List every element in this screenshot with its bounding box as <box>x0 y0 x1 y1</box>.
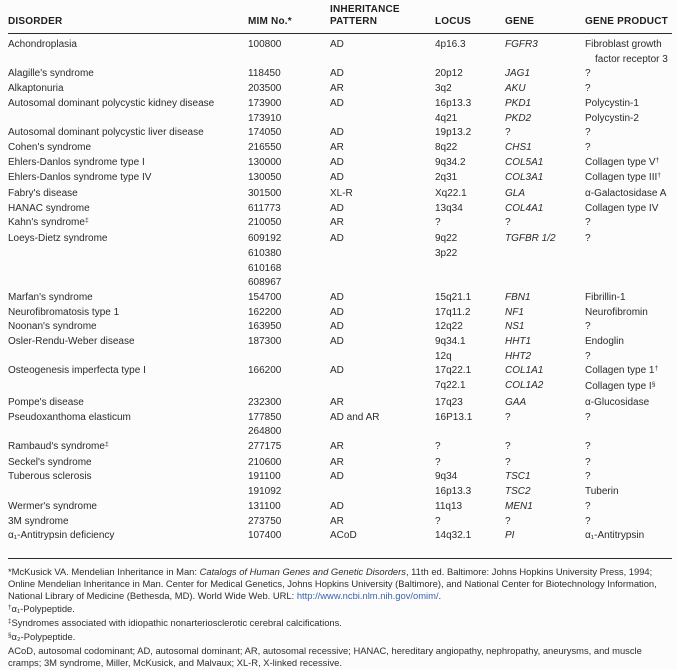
cell-locus: 20p12 <box>435 68 463 80</box>
cell-gene-product: ? <box>585 217 591 229</box>
footnote-source <box>8 566 672 603</box>
cell-locus: ? <box>435 217 441 229</box>
omim-url-link[interactable]: http://www.ncbi.nlm.nih.gov/omim/ <box>296 590 439 602</box>
cell-gene: TGFBR 1/2 <box>505 233 556 245</box>
cell-gene-product: ? <box>585 440 591 452</box>
cell-locus: 9q22 3p22 <box>435 233 458 259</box>
cell-gene: MEN1 <box>505 500 533 512</box>
cell-locus: 17q11.2 <box>435 306 471 318</box>
cell-inheritance: AR <box>330 83 344 95</box>
cell-mim: 277175 <box>248 440 282 452</box>
cell-gene: FGFR3 <box>505 39 538 50</box>
col-header-locus: LOCUS <box>435 16 471 27</box>
table-row <box>8 364 672 395</box>
cell-gene: ? <box>505 217 511 229</box>
cell-inheritance: AD and AR <box>330 411 380 423</box>
cell-disorder: Alkaptonuria <box>8 83 64 95</box>
cell-inheritance: ACoD <box>330 530 357 542</box>
cell-mim: 130000 <box>248 156 282 168</box>
dagger-marker: † <box>8 603 12 611</box>
cell-gene: PKD1 PKD2 <box>505 97 532 124</box>
cell-gene-product: ? <box>585 83 591 95</box>
cell-locus: ? <box>435 440 441 452</box>
cell-gene: COL4A1 <box>505 202 544 214</box>
cell-disorder: Cohen's syndrome <box>8 141 92 153</box>
footnote-dagger-text: α₁-Polypeptide. <box>11 602 75 614</box>
cell-locus: 9q34.1 12q <box>435 336 466 362</box>
cell-gene: NS1 <box>505 321 525 333</box>
cell-mim: 191100 191092 <box>248 471 282 498</box>
table-row <box>8 396 672 411</box>
cell-gene-product: ? <box>585 141 591 153</box>
cell-gene: CHS1 <box>505 141 532 153</box>
table-row <box>8 515 672 530</box>
table-row <box>8 456 672 471</box>
footnote-source-text2: , 11th ed. Baltimore: Johns Hopkins University Press, 1994; Online Mendelian Inheritance in Man. Center for Medical Genetics, Johns Hopkins University (Baltimore), and National Center for Biotechnology Information, National Library of Medicine (Bethesda, MD). World Wide Web. URL: <box>8 565 657 602</box>
table-header <box>8 0 672 34</box>
cell-locus: 19p13.2 <box>435 127 472 139</box>
cell-gene-product: ? <box>585 233 591 245</box>
table-row <box>8 216 672 232</box>
cell-disorder: Kahn's syndrome‡ <box>8 217 89 229</box>
cell-inheritance: XL-R <box>330 188 353 200</box>
cell-mim: 174050 <box>248 127 282 139</box>
table-row <box>8 529 672 544</box>
cell-gene-product: Fibroblast growth factor receptor 3 <box>585 39 668 65</box>
cell-gene: ? <box>505 515 511 527</box>
table-body <box>8 34 672 544</box>
cell-locus: 9q34.2 <box>435 156 466 168</box>
cell-inheritance: AR <box>330 440 344 452</box>
cell-disorder: 3M syndrome <box>8 515 69 527</box>
col-header-disorder: DISORDER <box>8 16 63 27</box>
cell-gene-product: ? <box>585 411 591 423</box>
cell-gene-product: Collagen type IV <box>585 202 659 214</box>
table-row <box>8 320 672 335</box>
cell-locus: ? <box>435 515 441 527</box>
cell-gene: JAG1 <box>505 68 531 80</box>
cell-gene-product: Collagen type 1† Collagen type I§ <box>585 365 659 393</box>
cell-mim: 611773 <box>248 202 281 214</box>
cell-locus: 4p16.3 <box>435 39 466 50</box>
cell-locus: 16P13.1 <box>435 411 473 423</box>
cell-inheritance: AD <box>330 365 344 377</box>
footnote-abbreviations-text: ACoD, autosomal codominant; AD, autosomal dominant; AR, autosomal recessive; HANAC, hereditary angiopathy, nephropathy, aneurysms, and muscle cramps; 3M syndrome, Miller, McKusick, and Malvaux; XL-R, X-linked recessive. <box>8 645 642 669</box>
cell-gene: FBN1 <box>505 291 531 303</box>
cell-inheritance: AD <box>330 321 344 333</box>
double-dagger-marker: ‡ <box>8 617 12 625</box>
table-row <box>8 156 672 172</box>
footnote-double-dagger-text: Syndromes associated with idiopathic nonarteriosclerotic cerebral calcifications. <box>11 616 342 628</box>
footnote-divider <box>8 558 672 559</box>
footnotes <box>0 565 677 670</box>
cell-locus: 2q31 <box>435 172 458 184</box>
cell-locus: 13q34 <box>435 202 463 214</box>
cell-inheritance: AD <box>330 97 344 109</box>
cell-disorder: Ehlers-Danlos syndrome type IV <box>8 172 152 184</box>
cell-gene: PI <box>505 530 515 542</box>
cell-inheritance: AD <box>330 68 344 80</box>
table-row <box>8 67 672 82</box>
cell-mim: 162200 <box>248 306 282 318</box>
cell-gene-product: ? <box>585 515 591 527</box>
cell-gene-product: α₁-Antitrypsin <box>585 530 645 542</box>
table-row <box>8 38 672 67</box>
col-header-mim-no: MIM No.* <box>248 16 292 27</box>
cell-locus: ? <box>435 456 441 468</box>
col-header-gene: GENE <box>505 16 535 27</box>
cell-gene: AKU <box>505 83 526 95</box>
cell-gene: ? <box>505 127 511 139</box>
cell-disorder: Pseudoxanthoma elasticum <box>8 411 131 423</box>
cell-inheritance: AR <box>330 396 344 408</box>
cell-gene-product: Collagen type III† <box>585 172 662 184</box>
cell-disorder: Noonan's syndrome <box>8 321 97 333</box>
cell-inheritance: AD <box>330 306 344 318</box>
cell-gene: COL1A1 COL1A2 <box>505 365 544 392</box>
cell-gene-product: Endoglin ? <box>585 336 624 362</box>
cell-mim: 187300 <box>248 336 282 348</box>
cell-gene-product: ? <box>585 500 591 512</box>
cell-gene-product: α-Glucosidase <box>585 396 650 408</box>
table-row <box>8 126 672 141</box>
cell-gene: ? <box>505 440 511 452</box>
table-row <box>8 306 672 321</box>
table-row <box>8 440 672 456</box>
cell-mim: 173900 173910 <box>248 97 282 124</box>
cell-locus: 9q34 16p13.3 <box>435 471 472 498</box>
cell-disorder: Autosomal dominant polycystic liver disease <box>8 127 204 139</box>
cell-mim: 609192 610380 610168 608967 <box>248 233 282 289</box>
cell-disorder: Osteogenesis imperfecta type I <box>8 365 146 377</box>
cell-disorder: Marfan's syndrome <box>8 291 93 303</box>
cell-locus: 15q21.1 <box>435 291 472 303</box>
cell-mim: 100800 <box>248 39 282 50</box>
cell-mim: 163950 <box>248 321 282 333</box>
table-row <box>8 291 672 306</box>
col-header-inheritance-line1: INHERITANCE <box>330 4 400 15</box>
cell-disorder: Fabry's disease <box>8 188 78 200</box>
cell-locus: Xq22.1 <box>435 188 467 200</box>
cell-locus: 8q22 <box>435 141 458 153</box>
cell-locus: 11q13 <box>435 500 463 512</box>
cell-mim: 273750 <box>248 515 282 527</box>
cell-mim: 301500 <box>248 188 282 200</box>
footnote-source-period: . <box>438 590 442 602</box>
cell-inheritance: AR <box>330 515 344 527</box>
cell-locus: 17q22.1 7q22.1 <box>435 365 472 392</box>
cell-gene-product: ? <box>585 456 591 468</box>
cell-locus: 17q23 <box>435 396 463 408</box>
cell-mim: 130050 <box>248 172 282 184</box>
cell-gene-product: ? <box>585 127 591 139</box>
table-row <box>8 411 672 440</box>
col-header-gene-product: GENE PRODUCT <box>585 16 668 27</box>
cell-gene: COL3A1 <box>505 172 544 184</box>
cell-disorder: Ehlers-Danlos syndrome type I <box>8 156 145 168</box>
cell-disorder: Tuberous sclerosis <box>8 471 92 483</box>
cell-mim: 131100 <box>248 500 281 512</box>
cell-inheritance: AR <box>330 456 344 468</box>
cell-mim: 232300 <box>248 396 282 408</box>
cell-inheritance: AD <box>330 471 344 483</box>
cell-mim: 177850 264800 <box>248 411 282 438</box>
cell-inheritance: AR <box>330 217 344 229</box>
table-row <box>8 335 672 364</box>
table-row <box>8 82 672 97</box>
table-row <box>8 470 672 499</box>
table-row <box>8 97 672 126</box>
section-marker: § <box>8 632 12 640</box>
cell-disorder: Seckel's syndrome <box>8 456 92 468</box>
footnote-section-text: α₂-Polypeptide. <box>11 630 76 642</box>
table-row <box>8 202 672 217</box>
cell-locus: 12q22 <box>435 321 463 333</box>
cell-mim: 118450 <box>248 68 281 80</box>
cell-gene-product: Neurofibromin <box>585 306 648 318</box>
cell-locus: 16p13.3 4q21 <box>435 97 472 124</box>
cell-inheritance: AD <box>330 39 344 50</box>
cell-disorder: Osler-Rendu-Weber disease <box>8 336 135 348</box>
cell-mim: 210600 <box>248 456 282 468</box>
cell-inheritance: AD <box>330 336 344 348</box>
table-row <box>8 232 672 291</box>
cell-gene-product: Polycystin-1 Polycystin-2 <box>585 97 639 124</box>
cell-disorder: Loeys-Dietz syndrome <box>8 233 108 245</box>
cell-gene-product: ? Tuberin <box>585 471 619 498</box>
col-header-inheritance-line2: PATTERN <box>330 16 378 27</box>
cell-disorder: Rambaud's syndrome‡ <box>8 440 109 452</box>
cell-disorder: Achondroplasia <box>8 39 77 50</box>
table-row <box>8 500 672 515</box>
cell-gene: GLA <box>505 188 526 200</box>
cell-disorder: HANAC syndrome <box>8 202 90 214</box>
cell-gene: COL5A1 <box>505 156 544 168</box>
cell-gene-product: Fibrillin-1 <box>585 291 626 303</box>
cell-gene: GAA <box>505 396 527 408</box>
cell-mim: 203500 <box>248 83 282 95</box>
cell-gene: TSC1 TSC2 <box>505 471 531 498</box>
cell-disorder: Autosomal dominant polycystic kidney disease <box>8 97 215 109</box>
cell-inheritance: AD <box>330 233 344 245</box>
footnote-section <box>8 631 672 645</box>
cell-inheritance: AR <box>330 141 344 153</box>
footnote-source-text: *McKusick VA. Mendelian Inheritance in Man: <box>8 565 200 577</box>
cell-mim: 154700 <box>248 291 282 303</box>
cell-gene: ? <box>505 456 511 468</box>
cell-inheritance: AD <box>330 291 344 303</box>
footnote-abbreviations <box>8 645 672 669</box>
cell-inheritance: AD <box>330 127 344 139</box>
cell-locus: 3q2 <box>435 83 452 95</box>
cell-gene-product: Collagen type V† <box>585 156 660 168</box>
cell-inheritance: AD <box>330 202 344 214</box>
cell-gene-product: α-Galactosidase A <box>585 188 667 200</box>
cell-gene: NF1 <box>505 306 524 318</box>
table-row <box>8 171 672 187</box>
footnote-dagger <box>8 603 672 617</box>
cell-mim: 210050 <box>248 217 282 229</box>
cell-locus: 14q32.1 <box>435 530 472 542</box>
footnote-double-dagger <box>8 617 672 631</box>
cell-disorder: Alagille's syndrome <box>8 68 94 80</box>
cell-inheritance: AD <box>330 500 344 512</box>
cell-gene-product: ? <box>585 321 591 333</box>
cell-disorder: α₁-Antitrypsin deficiency <box>8 530 115 542</box>
cell-gene-product: ? <box>585 68 591 80</box>
cell-gene: HHT1 HHT2 <box>505 336 532 362</box>
cell-inheritance: AD <box>330 156 344 168</box>
cell-mim: 107400 <box>248 530 282 542</box>
table-row <box>8 141 672 156</box>
cell-disorder: Wermer's syndrome <box>8 500 97 512</box>
cell-mim: 166200 <box>248 365 282 377</box>
cell-disorder: Pompe's disease <box>8 396 84 408</box>
cell-gene: ? <box>505 411 511 423</box>
col-header-inheritance-pattern <box>330 4 435 28</box>
table-row <box>8 187 672 202</box>
cell-inheritance: AD <box>330 172 344 184</box>
cell-mim: 216550 <box>248 141 282 153</box>
footnote-source-book-title: Catalogs of Human Genes and Genetic Disorders <box>199 565 406 577</box>
cell-disorder: Neurofibromatosis type 1 <box>8 306 120 318</box>
